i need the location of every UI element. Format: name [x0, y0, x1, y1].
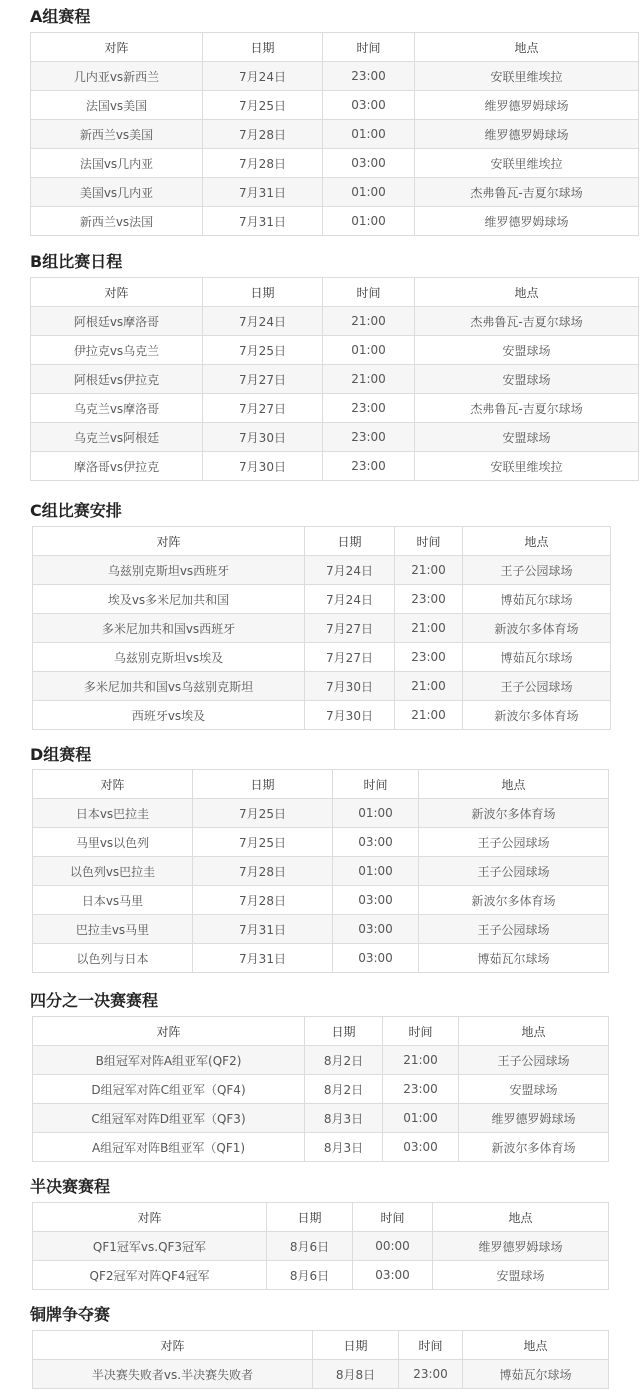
- header-row: [33, 770, 609, 799]
- cell-date: 8月8日: [313, 1360, 399, 1389]
- cell-time: 23:00: [395, 643, 463, 672]
- column-header-time: 时间: [323, 33, 415, 62]
- column-header-date: 日期: [193, 770, 333, 799]
- cell-venue: 安联里维埃拉: [415, 149, 639, 178]
- header-row: [31, 278, 639, 307]
- column-header-matchup: 对阵: [33, 527, 305, 556]
- cell-matchup: 半决赛失败者vs.半决赛失败者: [33, 1360, 313, 1389]
- cell-venue: 博茹瓦尔球场: [463, 643, 611, 672]
- cell-matchup: 日本vs巴拉圭: [33, 799, 193, 828]
- cell-venue: 王子公园球场: [419, 857, 609, 886]
- cell-time: 21:00: [323, 365, 415, 394]
- table-row: [31, 149, 639, 178]
- cell-time: 03:00: [333, 915, 419, 944]
- cell-matchup: QF1冠军vs.QF3冠军: [33, 1232, 267, 1261]
- cell-matchup: 美国vs几内亚: [31, 178, 203, 207]
- table-row: [31, 423, 639, 452]
- column-header-time: 时间: [395, 527, 463, 556]
- cell-matchup: 西班牙vs埃及: [33, 701, 305, 730]
- table-row: [31, 336, 639, 365]
- cell-matchup: 埃及vs多米尼加共和国: [33, 585, 305, 614]
- header-row: [33, 1017, 609, 1046]
- table-row: [33, 1360, 609, 1389]
- cell-venue: 安联里维埃拉: [415, 452, 639, 481]
- cell-date: 7月30日: [305, 701, 395, 730]
- cell-venue: 新波尔多体育场: [463, 614, 611, 643]
- column-header-matchup: 对阵: [31, 33, 203, 62]
- cell-time: 23:00: [323, 423, 415, 452]
- schedule-table-group-b: [30, 277, 639, 481]
- column-header-venue: 地点: [463, 1331, 609, 1360]
- cell-date: 7月27日: [305, 614, 395, 643]
- cell-time: 03:00: [333, 828, 419, 857]
- column-header-matchup: 对阵: [33, 1203, 267, 1232]
- cell-time: 21:00: [395, 672, 463, 701]
- table-row: [31, 91, 639, 120]
- cell-venue: 博茹瓦尔球场: [463, 585, 611, 614]
- cell-date: 7月31日: [203, 207, 323, 236]
- cell-venue: 王子公园球场: [419, 915, 609, 944]
- cell-date: 8月3日: [305, 1104, 383, 1133]
- cell-matchup: 法国vs美国: [31, 91, 203, 120]
- section-title-group-d: D组赛程: [30, 745, 92, 764]
- table-row: [31, 207, 639, 236]
- column-header-date: 日期: [305, 527, 395, 556]
- cell-venue: 安盟球场: [459, 1075, 609, 1104]
- table-row: [33, 828, 609, 857]
- cell-matchup: D组冠军对阵C组亚军（QF4): [33, 1075, 305, 1104]
- cell-venue: 维罗德罗姆球场: [415, 207, 639, 236]
- cell-time: 21:00: [383, 1046, 459, 1075]
- header-row: [31, 33, 639, 62]
- cell-matchup: 阿根廷vs伊拉克: [31, 365, 203, 394]
- cell-venue: 安盟球场: [415, 336, 639, 365]
- cell-venue: 安盟球场: [433, 1261, 609, 1290]
- cell-matchup: 摩洛哥vs伊拉克: [31, 452, 203, 481]
- table-row: [33, 1046, 609, 1075]
- cell-time: 01:00: [323, 178, 415, 207]
- schedule-table-bronze-match: [32, 1330, 609, 1389]
- cell-date: 7月25日: [193, 799, 333, 828]
- cell-time: 21:00: [395, 614, 463, 643]
- cell-venue: 王子公园球场: [463, 556, 611, 585]
- cell-time: 03:00: [383, 1133, 459, 1162]
- cell-time: 00:00: [353, 1232, 433, 1261]
- table-row: [33, 1075, 609, 1104]
- cell-date: 7月27日: [203, 365, 323, 394]
- table-row: [33, 614, 611, 643]
- cell-venue: 维罗德罗姆球场: [415, 91, 639, 120]
- column-header-time: 时间: [353, 1203, 433, 1232]
- cell-time: 03:00: [333, 944, 419, 973]
- column-header-venue: 地点: [419, 770, 609, 799]
- column-header-matchup: 对阵: [33, 770, 193, 799]
- cell-time: 03:00: [353, 1261, 433, 1290]
- cell-venue: 杰弗鲁瓦-吉夏尔球场: [415, 307, 639, 336]
- cell-date: 7月24日: [305, 556, 395, 585]
- cell-venue: 王子公园球场: [463, 672, 611, 701]
- cell-date: 7月28日: [193, 857, 333, 886]
- header-row: [33, 527, 611, 556]
- column-header-matchup: 对阵: [33, 1017, 305, 1046]
- cell-date: 7月28日: [193, 886, 333, 915]
- cell-matchup: 几内亚vs新西兰: [31, 62, 203, 91]
- cell-date: 8月3日: [305, 1133, 383, 1162]
- column-header-venue: 地点: [433, 1203, 609, 1232]
- cell-venue: 博茹瓦尔球场: [419, 944, 609, 973]
- cell-venue: 维罗德罗姆球场: [433, 1232, 609, 1261]
- table-row: [33, 556, 611, 585]
- cell-matchup: A组冠军对阵B组亚军（QF1): [33, 1133, 305, 1162]
- cell-matchup: 以色列与日本: [33, 944, 193, 973]
- cell-time: 01:00: [323, 207, 415, 236]
- column-header-date: 日期: [203, 33, 323, 62]
- header-row: [33, 1203, 609, 1232]
- cell-time: 23:00: [323, 62, 415, 91]
- cell-date: 7月24日: [305, 585, 395, 614]
- cell-date: 7月31日: [193, 915, 333, 944]
- cell-time: 03:00: [323, 91, 415, 120]
- schedule-table-quarterfinals: [32, 1016, 609, 1162]
- cell-date: 7月27日: [203, 394, 323, 423]
- section-title-bronze-match: 铜牌争夺赛: [30, 1305, 111, 1324]
- cell-time: 01:00: [383, 1104, 459, 1133]
- table-row: [33, 944, 609, 973]
- table-row: [33, 915, 609, 944]
- section-title-group-b: B组比赛日程: [30, 252, 123, 271]
- column-header-venue: 地点: [415, 33, 639, 62]
- cell-time: 21:00: [323, 307, 415, 336]
- table-row: [33, 1261, 609, 1290]
- cell-date: 8月2日: [305, 1075, 383, 1104]
- cell-venue: 维罗德罗姆球场: [459, 1104, 609, 1133]
- table-row: [33, 701, 611, 730]
- cell-date: 7月24日: [203, 62, 323, 91]
- cell-matchup: 以色列vs巴拉圭: [33, 857, 193, 886]
- cell-venue: 新波尔多体育场: [459, 1133, 609, 1162]
- cell-venue: 安盟球场: [415, 365, 639, 394]
- column-header-date: 日期: [267, 1203, 353, 1232]
- column-header-time: 时间: [323, 278, 415, 307]
- table-row: [33, 672, 611, 701]
- cell-time: 23:00: [383, 1075, 459, 1104]
- cell-date: 7月25日: [203, 336, 323, 365]
- table-row: [31, 365, 639, 394]
- section-title-group-a: A组赛程: [30, 7, 91, 26]
- table-row: [33, 1133, 609, 1162]
- cell-date: 7月30日: [203, 423, 323, 452]
- column-header-date: 日期: [313, 1331, 399, 1360]
- cell-venue: 安盟球场: [415, 423, 639, 452]
- table-row: [31, 120, 639, 149]
- cell-matchup: 法国vs几内亚: [31, 149, 203, 178]
- cell-matchup: 日本vs马里: [33, 886, 193, 915]
- cell-date: 7月24日: [203, 307, 323, 336]
- cell-time: 23:00: [399, 1360, 463, 1389]
- cell-matchup: 乌兹别克斯坦vs西班牙: [33, 556, 305, 585]
- cell-matchup: 乌克兰vs阿根廷: [31, 423, 203, 452]
- cell-venue: 维罗德罗姆球场: [415, 120, 639, 149]
- cell-date: 7月25日: [203, 91, 323, 120]
- cell-time: 01:00: [323, 120, 415, 149]
- cell-matchup: 乌克兰vs摩洛哥: [31, 394, 203, 423]
- cell-venue: 杰弗鲁瓦-吉夏尔球场: [415, 178, 639, 207]
- section-title-quarterfinals: 四分之一决赛赛程: [30, 991, 159, 1010]
- cell-matchup: 阿根廷vs摩洛哥: [31, 307, 203, 336]
- cell-date: 7月28日: [203, 120, 323, 149]
- schedule-table-semifinals: [32, 1202, 609, 1290]
- cell-time: 23:00: [323, 394, 415, 423]
- cell-venue: 新波尔多体育场: [419, 886, 609, 915]
- cell-date: 7月27日: [305, 643, 395, 672]
- column-header-venue: 地点: [463, 527, 611, 556]
- column-header-time: 时间: [399, 1331, 463, 1360]
- cell-date: 7月25日: [193, 828, 333, 857]
- cell-venue: 王子公园球场: [419, 828, 609, 857]
- cell-time: 23:00: [323, 452, 415, 481]
- table-row: [33, 1232, 609, 1261]
- cell-venue: 博茹瓦尔球场: [463, 1360, 609, 1389]
- cell-date: 7月31日: [193, 944, 333, 973]
- cell-date: 8月2日: [305, 1046, 383, 1075]
- cell-time: 01:00: [333, 857, 419, 886]
- cell-matchup: 乌兹别克斯坦vs埃及: [33, 643, 305, 672]
- cell-date: 7月31日: [203, 178, 323, 207]
- cell-matchup: 新西兰vs美国: [31, 120, 203, 149]
- table-row: [33, 799, 609, 828]
- cell-matchup: B组冠军对阵A组亚军(QF2): [33, 1046, 305, 1075]
- schedule-table-group-d: [32, 769, 609, 973]
- column-header-venue: 地点: [459, 1017, 609, 1046]
- section-title-semifinals: 半决赛赛程: [30, 1177, 111, 1196]
- table-row: [31, 178, 639, 207]
- cell-matchup: 伊拉克vs乌克兰: [31, 336, 203, 365]
- table-row: [31, 307, 639, 336]
- table-row: [31, 394, 639, 423]
- cell-matchup: 马里vs以色列: [33, 828, 193, 857]
- cell-venue: 新波尔多体育场: [419, 799, 609, 828]
- cell-time: 23:00: [395, 585, 463, 614]
- cell-date: 8月6日: [267, 1232, 353, 1261]
- column-header-date: 日期: [305, 1017, 383, 1046]
- table-row: [33, 585, 611, 614]
- table-row: [33, 886, 609, 915]
- cell-date: 7月30日: [203, 452, 323, 481]
- cell-time: 01:00: [333, 799, 419, 828]
- header-row: [33, 1331, 609, 1360]
- cell-matchup: 多米尼加共和国vs西班牙: [33, 614, 305, 643]
- cell-date: 8月6日: [267, 1261, 353, 1290]
- cell-matchup: 多米尼加共和国vs乌兹别克斯坦: [33, 672, 305, 701]
- cell-time: 21:00: [395, 556, 463, 585]
- schedule-table-group-a: [30, 32, 639, 236]
- column-header-matchup: 对阵: [31, 278, 203, 307]
- cell-time: 03:00: [323, 149, 415, 178]
- table-row: [33, 1104, 609, 1133]
- cell-time: 01:00: [323, 336, 415, 365]
- table-row: [33, 643, 611, 672]
- cell-date: 7月28日: [203, 149, 323, 178]
- cell-venue: 安联里维埃拉: [415, 62, 639, 91]
- section-title-group-c: C组比赛安排: [30, 501, 122, 520]
- schedule-table-group-c: [32, 526, 611, 730]
- column-header-time: 时间: [333, 770, 419, 799]
- column-header-time: 时间: [383, 1017, 459, 1046]
- table-row: [31, 62, 639, 91]
- table-row: [31, 452, 639, 481]
- cell-matchup: QF2冠军对阵QF4冠军: [33, 1261, 267, 1290]
- cell-venue: 杰弗鲁瓦-吉夏尔球场: [415, 394, 639, 423]
- column-header-venue: 地点: [415, 278, 639, 307]
- cell-matchup: 新西兰vs法国: [31, 207, 203, 236]
- table-row: [33, 857, 609, 886]
- cell-matchup: C组冠军对阵D组亚军（QF3): [33, 1104, 305, 1133]
- cell-matchup: 巴拉圭vs马里: [33, 915, 193, 944]
- column-header-date: 日期: [203, 278, 323, 307]
- column-header-matchup: 对阵: [33, 1331, 313, 1360]
- cell-time: 03:00: [333, 886, 419, 915]
- cell-date: 7月30日: [305, 672, 395, 701]
- cell-time: 21:00: [395, 701, 463, 730]
- cell-venue: 王子公园球场: [459, 1046, 609, 1075]
- cell-venue: 新波尔多体育场: [463, 701, 611, 730]
